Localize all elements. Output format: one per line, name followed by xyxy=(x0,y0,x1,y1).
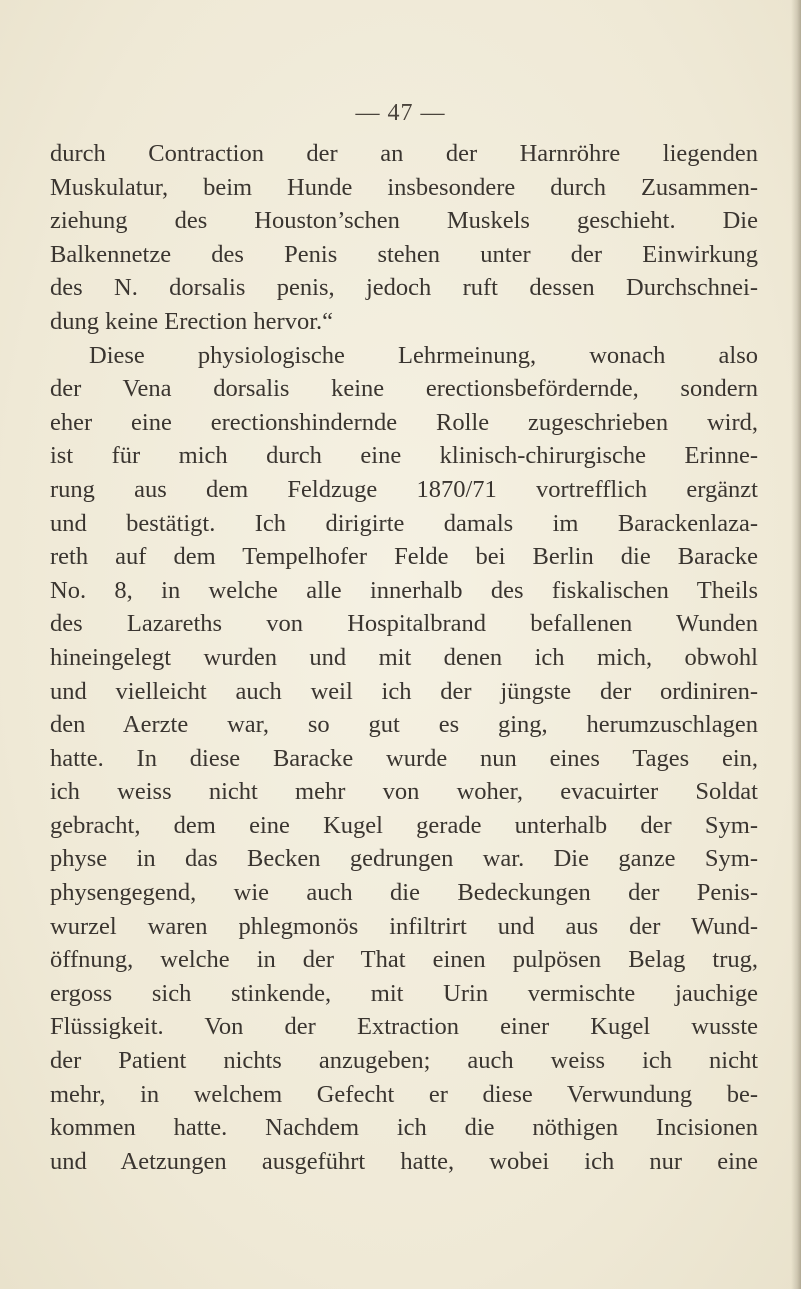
text-line: Balkennetze des Penis stehen unter der Einwirkung xyxy=(50,240,758,268)
body-text xyxy=(50,137,758,1178)
text-line: eher eine erectionshindernde Rolle zugeschrieben wird, xyxy=(50,408,758,436)
text-line: ist für mich durch eine klinisch-chirurgische Erinne- xyxy=(50,442,758,470)
text-line: und bestätigt. Ich dirigirte damals im Barackenlaza- xyxy=(50,509,758,537)
paragraph-1 xyxy=(50,137,758,339)
text-line: Diese physiologische Lehrmeinung, wonach also xyxy=(89,341,758,369)
text-line: und Aetzungen ausgeführt hatte, wobei ich nur eine xyxy=(50,1147,758,1175)
text-line: ziehung des Houston’schen Muskels geschieht. Die xyxy=(50,207,758,235)
page-number: — 47 — xyxy=(355,100,446,126)
text-line: physe in das Becken gedrungen war. Die ganze Sym- xyxy=(50,845,758,873)
text-line: hatte. In diese Baracke wurde nun eines Tages ein, xyxy=(50,744,758,772)
text-line: den Aerzte war, so gut es ging, herumzuschlagen xyxy=(50,711,758,739)
text-line: kommen hatte. Nachdem ich die nöthigen Incisionen xyxy=(50,1114,758,1142)
text-line: reth auf dem Tempelhofer Felde bei Berlin die Baracke xyxy=(50,543,758,571)
text-line: der Patient nichts anzugeben; auch weiss ich nicht xyxy=(50,1047,758,1075)
text-line: mehr, in welchem Gefecht er diese Verwundung be- xyxy=(50,1080,758,1108)
text-line: durch Contraction der an der Harnröhre liegenden xyxy=(50,140,758,167)
paragraph-2 xyxy=(50,339,758,1179)
page-edge-shadow xyxy=(791,0,801,1289)
text-line: wurzel waren phlegmonös infiltrirt und aus der Wund- xyxy=(50,912,758,940)
text-line: des Lazareths von Hospitalbrand befallenen Wunden xyxy=(50,610,758,638)
text-line: ich weiss nicht mehr von woher, evacuirter Soldat xyxy=(50,778,758,806)
text-line: rung aus dem Feldzuge 1870/71 vortrefflich ergänzt xyxy=(50,475,758,503)
text-line: dung keine Erection hervor.“ xyxy=(50,307,334,335)
text-line: der Vena dorsalis keine erectionsbefördernde, sondern xyxy=(50,375,758,403)
text-line: Flüssigkeit. Von der Extraction einer Kugel wusste xyxy=(50,1013,758,1041)
text-line: hineingelegt wurden und mit denen ich mich, obwohl xyxy=(50,643,758,671)
text-line: No. 8, in welche alle innerhalb des fiskalischen Theils xyxy=(50,576,758,604)
text-line: öffnung, welche in der That einen pulpösen Belag trug, xyxy=(50,946,758,974)
text-line: physengegend, wie auch die Bedeckungen der Penis- xyxy=(50,879,758,907)
text-line: ergoss sich stinkende, mit Urin vermischte jauchige xyxy=(50,979,758,1007)
text-line: gebracht, dem eine Kugel gerade unterhalb der Sym- xyxy=(50,811,758,839)
text-line: Muskulatur, beim Hunde insbesondere durch Zusammen- xyxy=(50,173,758,201)
text-line: des N. dorsalis penis, jedoch ruft dessen Durchschnei- xyxy=(50,274,758,302)
text-line: und vielleicht auch weil ich der jüngste der ordiniren- xyxy=(50,677,758,705)
